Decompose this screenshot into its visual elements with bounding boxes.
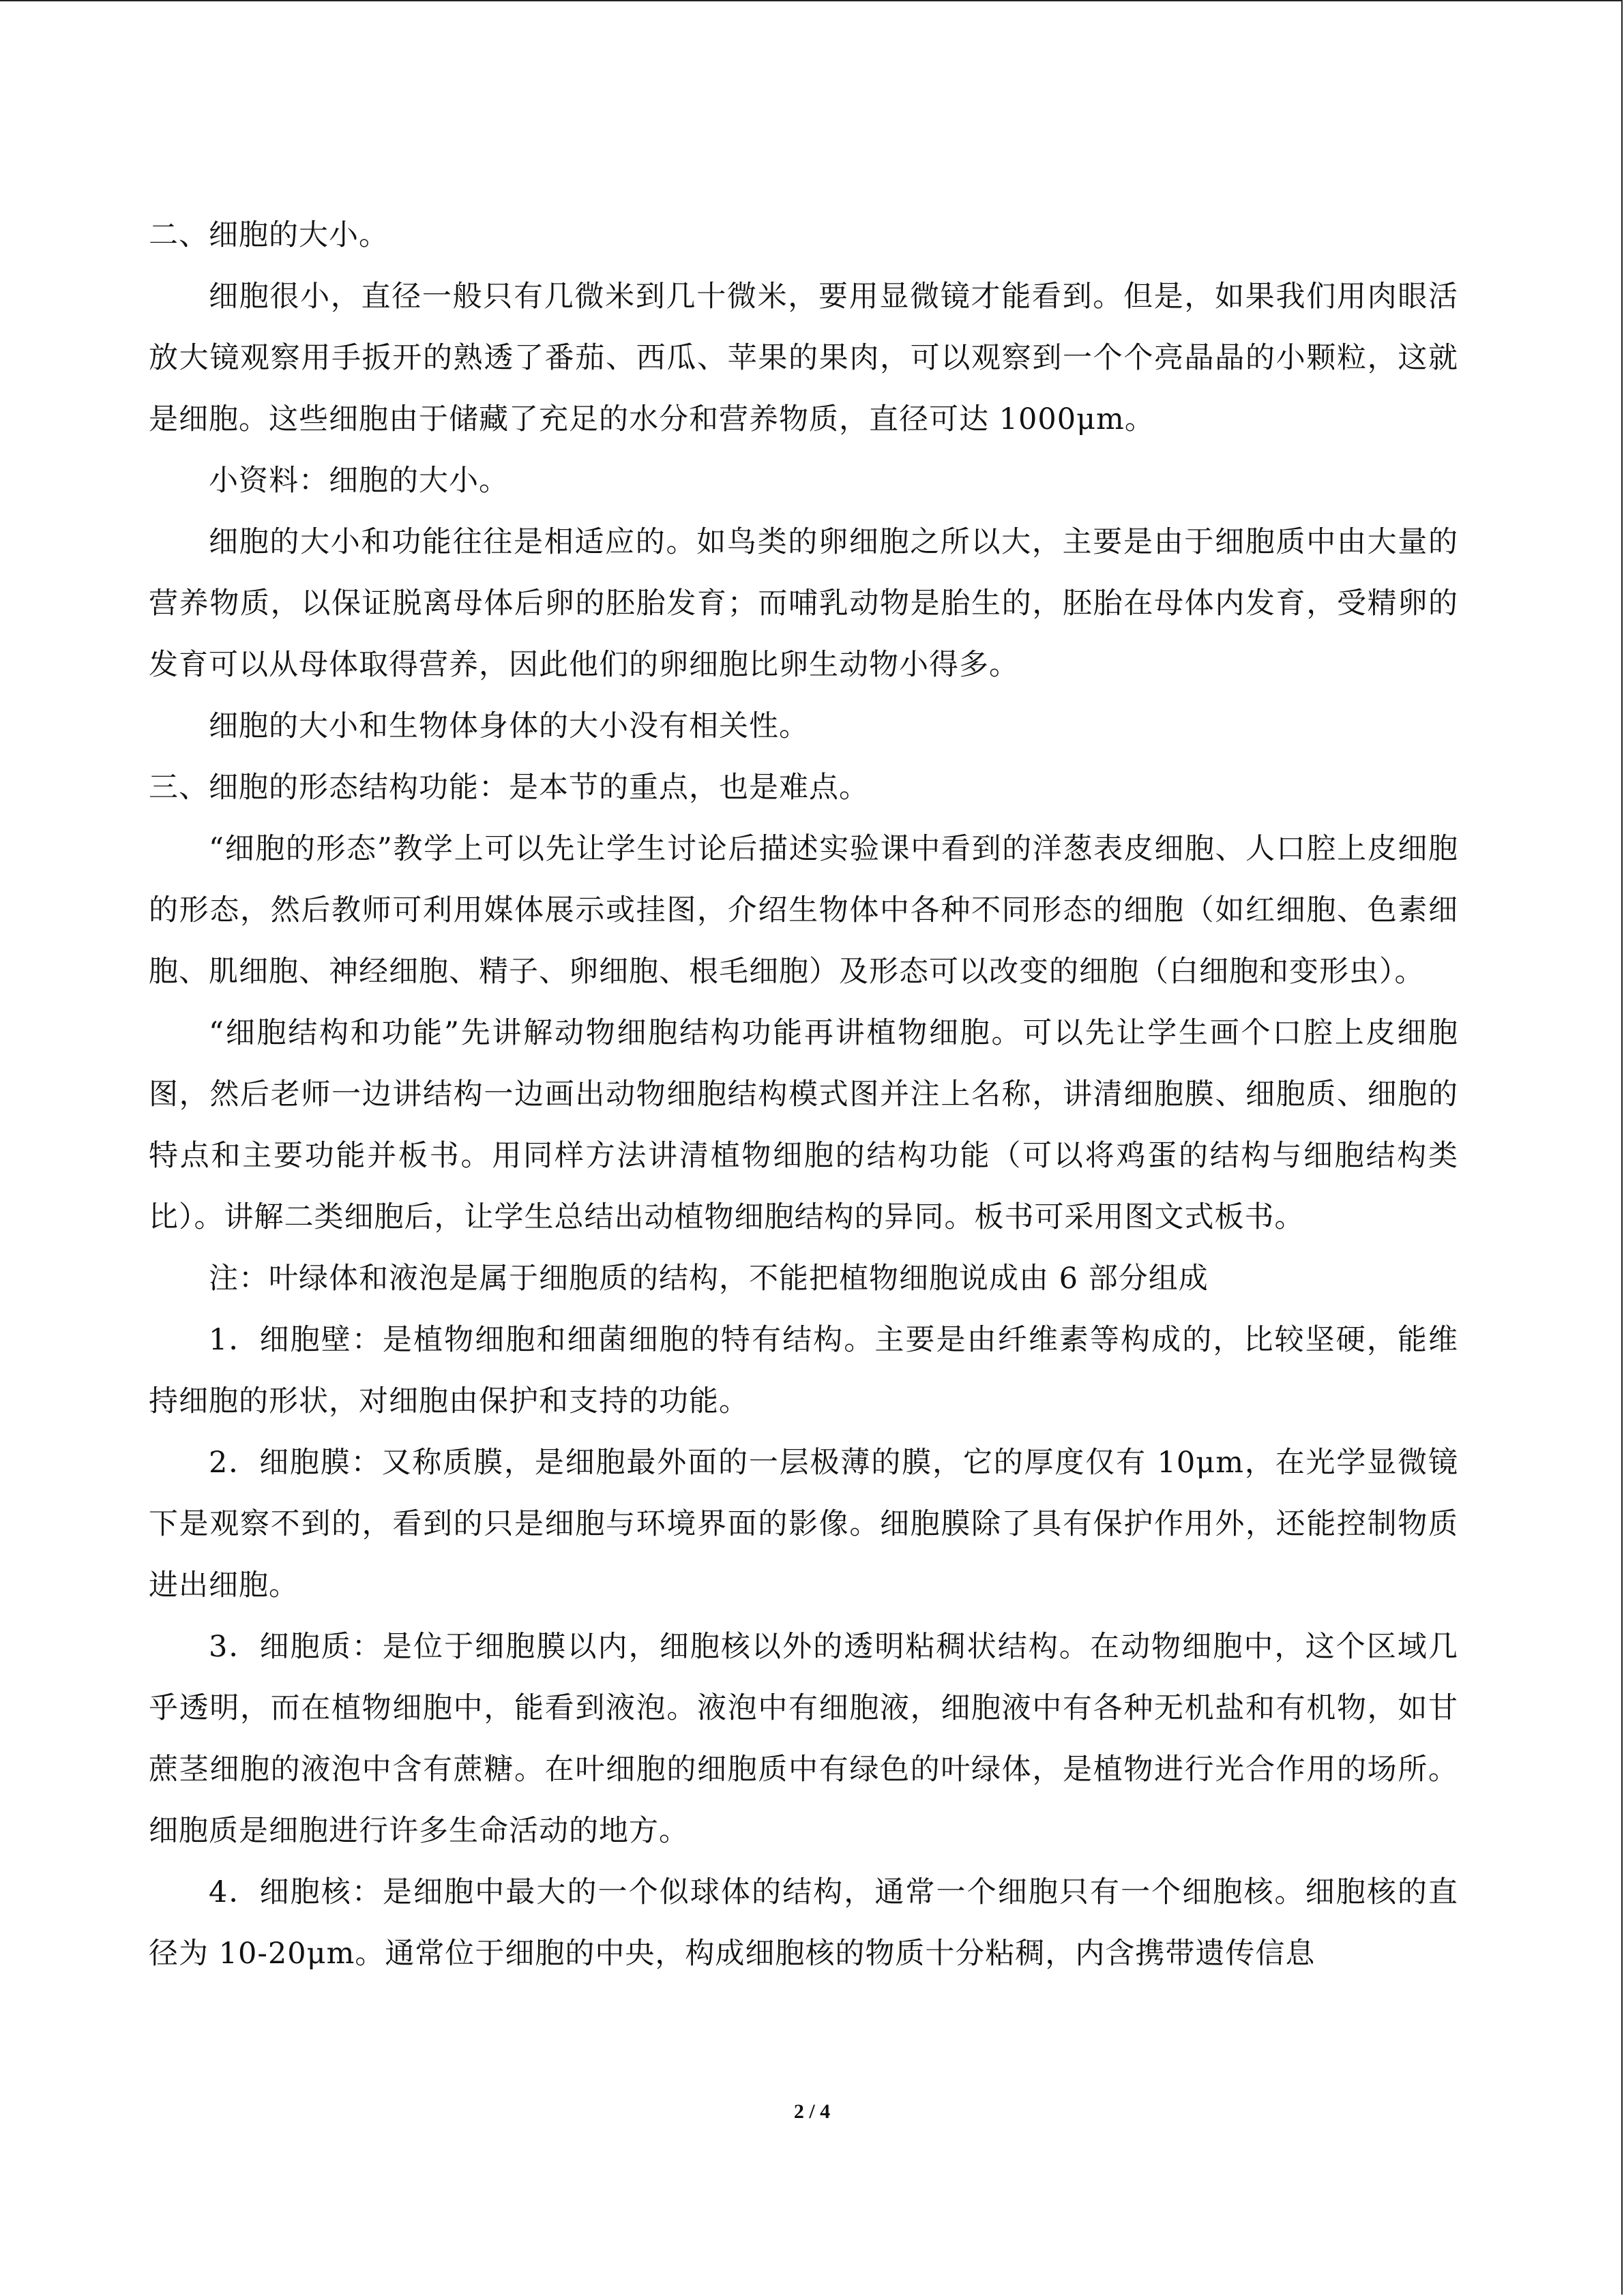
paragraph-size-correlation: 细胞的大小和生物体身体的大小没有相关性。	[209, 709, 809, 743]
paragraph-cytoplasm: 3．细胞质：是位于细胞膜以内，细胞核以外的透明粘稠状结构。在动物细胞中，这个区域几乎透明，而在植物细胞中，能看到液泡。液泡中有细胞液，细胞液中有各种无机盐和有机物，如甘蔗茎细胞的液泡中含有蔗糖。在叶细胞的细胞质中有绿色的叶绿体，是植物进行光合作用的场所。细胞质是细胞进行许多生命活动的地方。	[149, 1630, 1458, 1848]
paragraph-cell-shape: “细胞的形态”教学上可以先让学生讨论后描述实验课中看到的洋葱表皮细胞、人口腔上皮细胞的形态，然后教师可利用媒体展示或挂图，介绍生物体中各种不同形态的细胞（如红细胞、色素细胞、肌细胞、神经细胞、精子、卵细胞、根毛细胞）及形态可以改变的细胞（白细胞和变形虫）。	[149, 832, 1458, 989]
paragraph-size-function: 细胞的大小和功能往往是相适应的。如鸟类的卵细胞之所以大，主要是由于细胞质中由大量的营养物质，以保证脱离母体后卵的胚胎发育；而哺乳动物是胎生的，胚胎在母体内发育，受精卵的发育可以从母体取得营养，因此他们的卵细胞比卵生动物小得多。	[149, 525, 1458, 682]
paragraph-cell-structure-function: “细胞结构和功能”先讲解动物细胞结构功能再讲植物细胞。可以先让学生画个口腔上皮细胞图，然后老师一边讲结构一边画出动物细胞结构模式图并注上名称，讲清细胞膜、细胞质、细胞的特点和主要功能并板书。用同样方法讲清植物细胞的结构功能（可以将鸡蛋的结构与细胞结构类比）。讲解二类细胞后，让学生总结出动植物细胞结构的异同。板书可采用图文式板书。	[149, 1016, 1458, 1234]
paragraph-note: 注：叶绿体和液泡是属于细胞质的结构，不能把植物细胞说成由 6 部分组成	[209, 1262, 1209, 1296]
document-body	[149, 205, 1458, 1984]
paragraph-cell-size-intro: 细胞很小，直径一般只有几微米到几十微米，要用显微镜才能看到。但是，如果我们用肉眼活放大镜观察用手扳开的熟透了番茄、西瓜、苹果的果肉，可以观察到一个个亮晶晶的小颗粒，这就是细胞。这些细胞由于储藏了充足的水分和营养物质，直径可达 1000μm。	[149, 280, 1458, 436]
paragraph-nucleus: 4．细胞核：是细胞中最大的一个似球体的结构，通常一个细胞只有一个细胞核。细胞核的直径为 10-20μm。通常位于细胞的中央，构成细胞核的物质十分粘稠，内含携带遗传信息	[149, 1875, 1458, 1971]
paragraph-info-label: 小资料：细胞的大小。	[209, 464, 509, 498]
heading-cell-structure: 三、细胞的形态结构功能：是本节的重点，也是难点。	[149, 771, 869, 805]
paragraph-cell-wall: 1．细胞壁：是植物细胞和细菌细胞的特有结构。主要是由纤维素等构成的，比较坚硬，能维持细胞的形状，对细胞由保护和支持的功能。	[149, 1323, 1458, 1418]
page-number: 2 / 4	[793, 2100, 831, 2123]
heading-cell-size: 二、细胞的大小。	[149, 218, 389, 252]
paragraph-cell-membrane: 2．细胞膜：又称质膜，是细胞最外面的一层极薄的膜，它的厚度仅有 10μm，在光学显微镜下是观察不到的，看到的只是细胞与环境界面的影像。细胞膜除了具有保护作用外，还能控制物质进出细胞。	[149, 1446, 1458, 1602]
